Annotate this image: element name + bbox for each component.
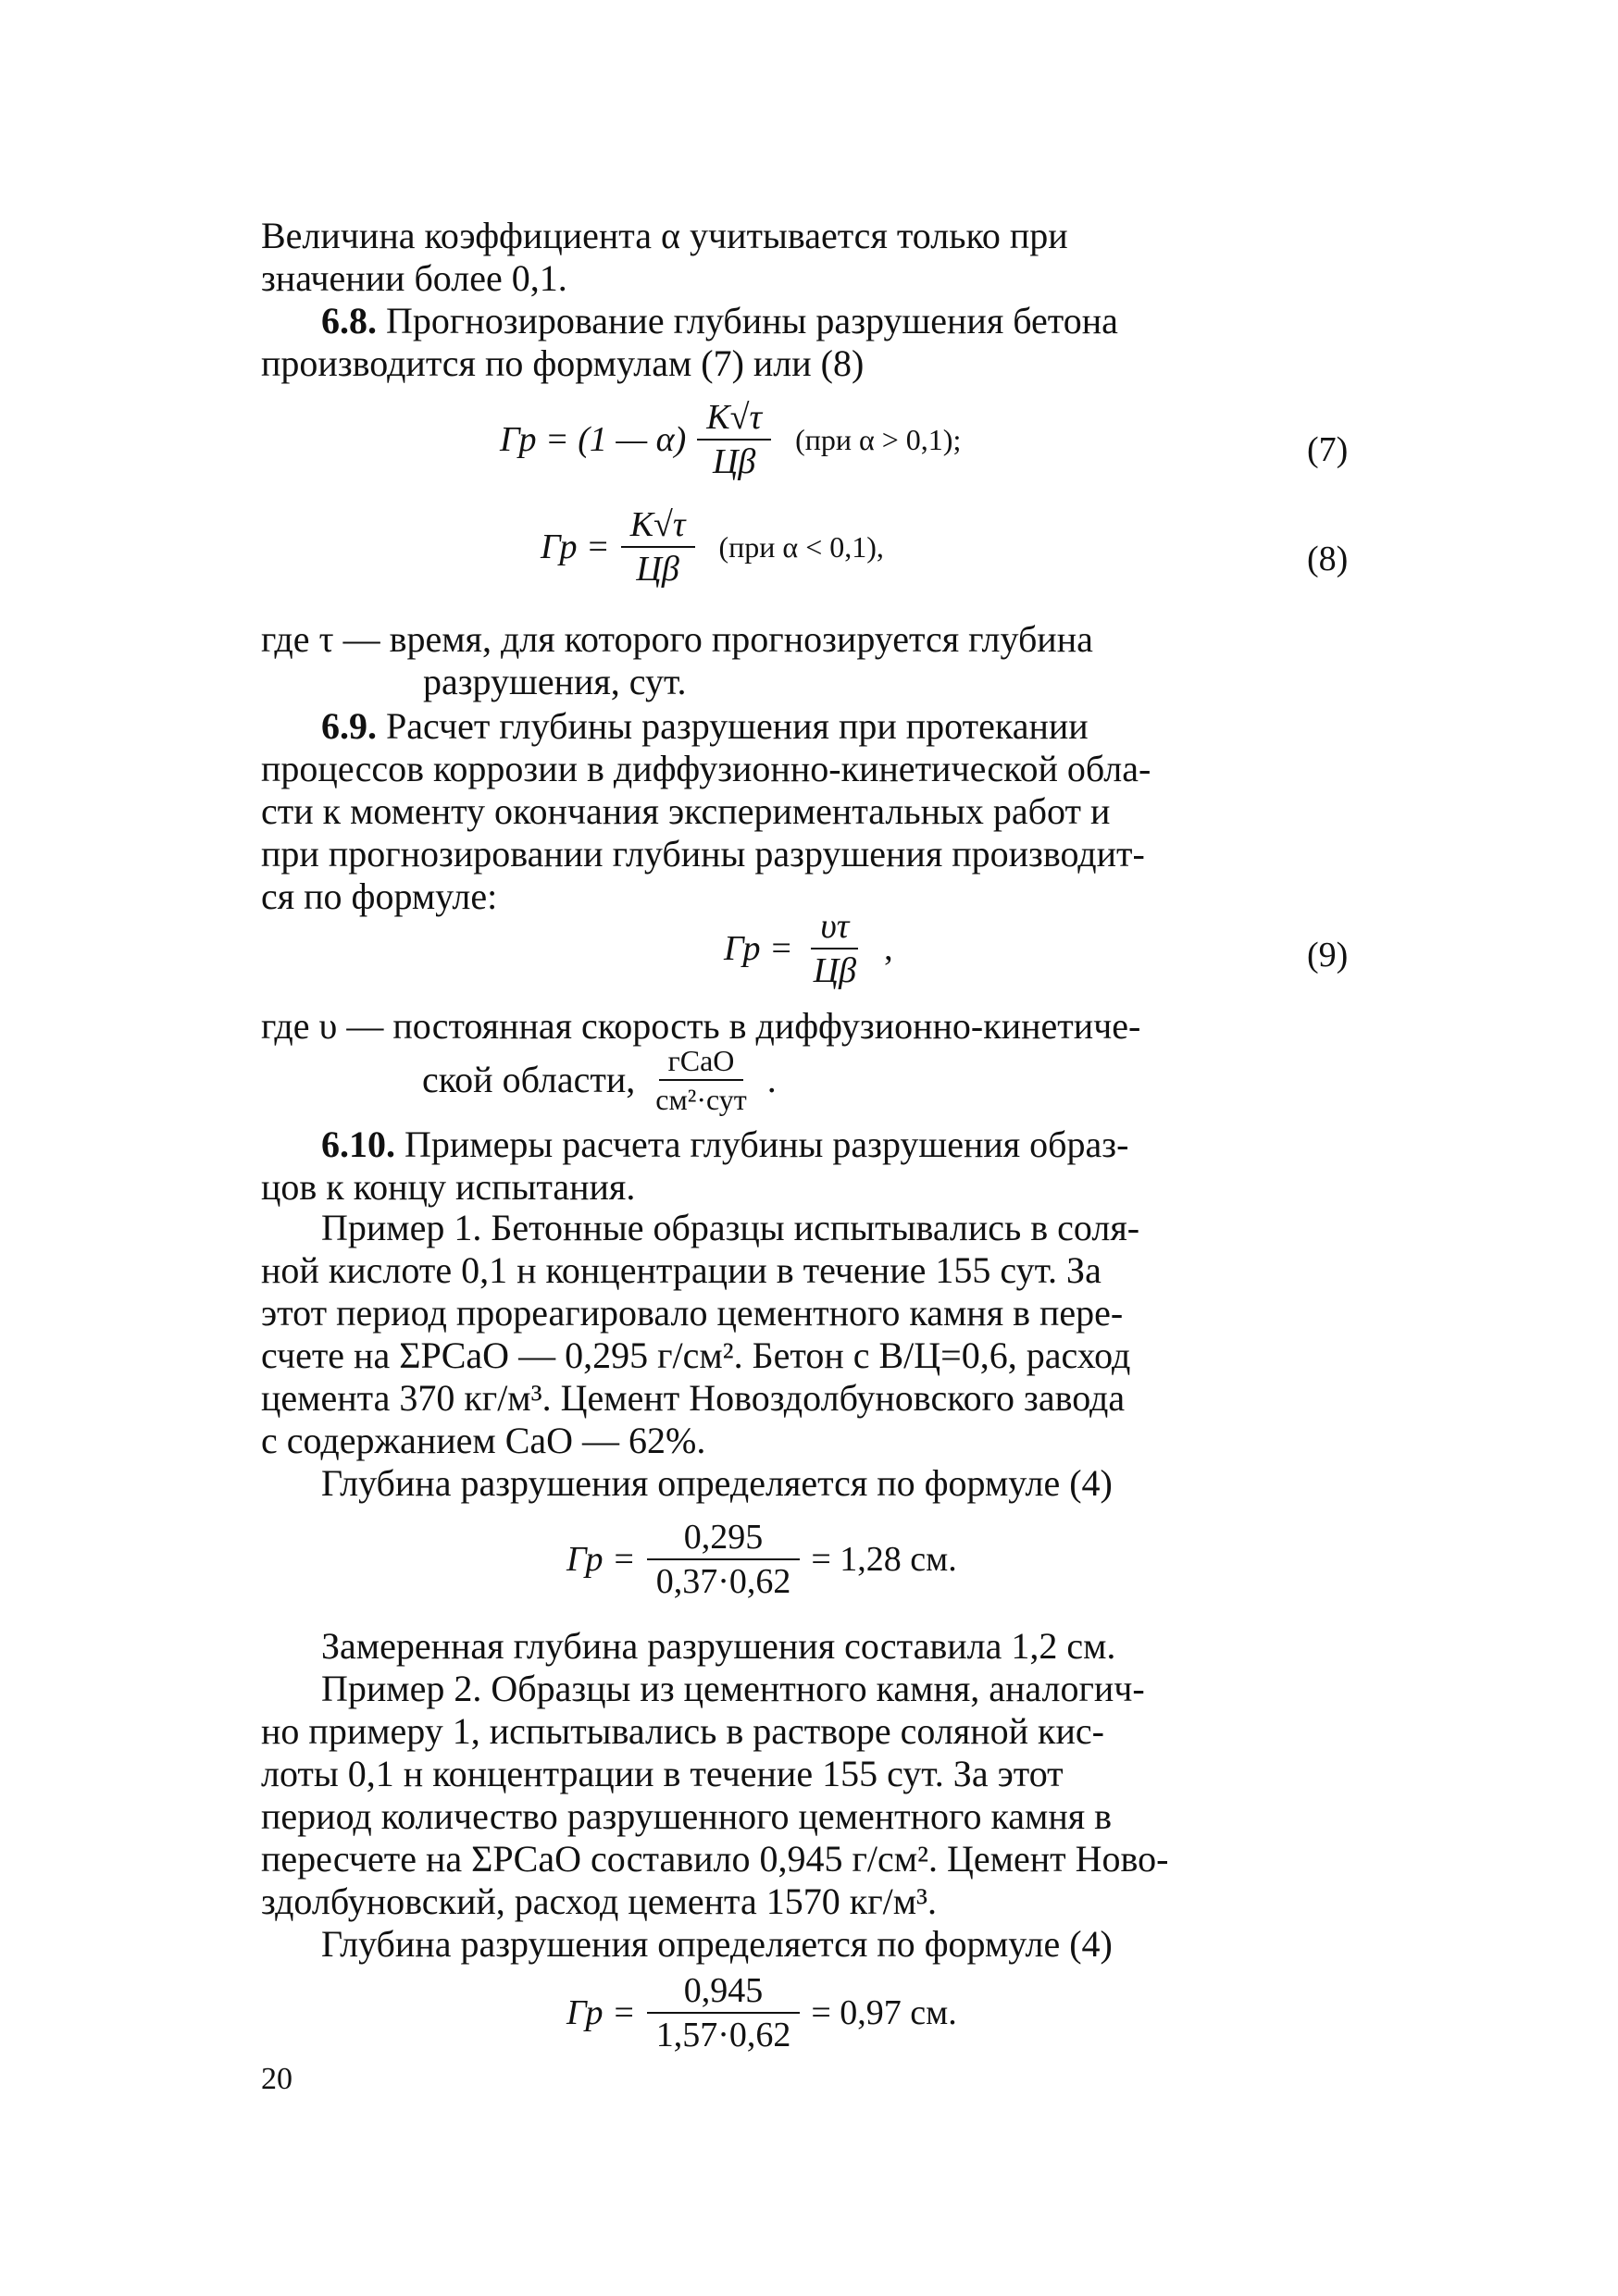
- text-line: ся по формуле:: [261, 875, 498, 917]
- text-line: лоты 0,1 н концентрации в течение 155 сут. За этот: [261, 1753, 1064, 1794]
- text-line: [261, 300, 1361, 342]
- example-1-formula: [566, 1520, 957, 1599]
- example-2: [261, 1668, 1361, 1966]
- text-line: пересчете на ΣPCaO составило 0,945 г/см². Цемент Ново-: [261, 1838, 1169, 1880]
- text-line: [261, 705, 1361, 748]
- text-line: этот период прореагировало цементного камня в пере-: [261, 1292, 1124, 1334]
- text-line: Величина коэффициента α учитывается только при: [261, 215, 1068, 256]
- equation-number-9: (9): [1307, 936, 1349, 974]
- definition-v: [261, 1005, 1361, 1048]
- numerator: υτ: [811, 909, 858, 949]
- section-6-10: [261, 1123, 1361, 1209]
- fraction: [647, 1973, 801, 2053]
- numerator: 0,945: [647, 1973, 801, 2014]
- text-line: ной кислоте 0,1 н концентрации в течение 155 сут. За: [261, 1249, 1101, 1291]
- text-line: значении более 0,1.: [261, 257, 567, 299]
- text-line: цемента 370 кг/м³. Цемент Новоздолбуновского завода: [261, 1377, 1126, 1419]
- fraction: [647, 1520, 801, 1599]
- unit-fraction: [646, 1046, 755, 1114]
- formula-8: [541, 507, 884, 587]
- formula-lhs: Гр = (1 — α): [500, 420, 687, 459]
- section-number: 6.8.: [321, 300, 377, 341]
- denominator: 1,57·0,62: [655, 2016, 791, 2054]
- definition-tau: [261, 618, 1361, 703]
- text-line: где υ — постоянная скорость в диффузионно-кинетиче-: [261, 1005, 1141, 1047]
- formula-lhs: Гр =: [566, 1993, 636, 2032]
- text-line: с содержанием CaO — 62%.: [261, 1420, 706, 1461]
- text-line: при прогнозировании глубины разрушения производит-: [261, 833, 1145, 875]
- example-2-formula: [566, 1973, 957, 2053]
- definition-v-unit: [422, 1046, 777, 1114]
- numerator: K√τ: [621, 507, 695, 548]
- section-6-9: [261, 705, 1361, 918]
- text-line: Глубина разрушения определяется по формуле (4): [321, 1462, 1113, 1504]
- text-line: счете на ΣPCaO — 0,295 г/см². Бетон с В/Ц=0,6, расход: [261, 1334, 1131, 1376]
- example-1: [261, 1207, 1361, 1505]
- equation-number-7: (7): [1307, 430, 1349, 469]
- fraction: [804, 909, 865, 988]
- formula-tail: ,: [884, 929, 893, 968]
- denominator: Цβ: [813, 951, 857, 990]
- section-number: 6.9.: [321, 705, 377, 747]
- text-line: сти к моменту окончания экспериментальных работ и: [261, 790, 1111, 832]
- formula-7: [500, 400, 961, 479]
- equation-number-8: (8): [1307, 540, 1349, 578]
- denominator: Цβ: [712, 442, 756, 481]
- section-text: Расчет глубины разрушения при протекании: [386, 705, 1089, 747]
- text-line: Глубина разрушения определяется по формуле (4): [321, 1923, 1113, 1965]
- text-line: процессов коррозии в диффузионно-кинетической обла-: [261, 748, 1151, 789]
- page-number: 20: [261, 2062, 292, 2096]
- section-text: Примеры расчета глубины разрушения образ-: [404, 1123, 1129, 1165]
- text-line: [261, 1123, 1361, 1166]
- denominator: 0,37·0,62: [655, 1562, 791, 1601]
- condition: (при α > 0,1);: [795, 423, 962, 456]
- formula-result: = 1,28 см.: [811, 1540, 957, 1579]
- numerator: 0,295: [647, 1520, 801, 1560]
- example-1-measured: [261, 1625, 1361, 1668]
- text-line: Замеренная глубина разрушения составила 1,2 см.: [321, 1625, 1116, 1667]
- text-line: Пример 2. Образцы из цементного камня, аналогич-: [321, 1668, 1145, 1709]
- denominator: Цβ: [636, 550, 679, 589]
- formula-result: = 0,97 см.: [811, 1993, 957, 2032]
- text-line: Пример 1. Бетонные образцы испытывались в соля-: [321, 1207, 1140, 1248]
- formula-lhs: Гр =: [541, 527, 610, 566]
- denominator: см²·сут: [655, 1083, 747, 1116]
- condition: (при α < 0,1),: [718, 530, 884, 564]
- section-text: Прогнозирование глубины разрушения бетона: [386, 300, 1118, 341]
- text-line: ской области,: [422, 1059, 636, 1100]
- text-line: здолбуновский, расход цемента 1570 кг/м³.: [261, 1880, 938, 1922]
- fraction: [621, 507, 695, 587]
- text-line: разрушения, сут.: [423, 661, 687, 702]
- section-6-8: [261, 300, 1361, 385]
- formula-lhs: Гр =: [724, 929, 793, 968]
- text-line: период количество разрушенного цементного камня в: [261, 1795, 1113, 1837]
- formula-9: [724, 909, 893, 988]
- formula-lhs: Гр =: [566, 1540, 636, 1579]
- numerator: гCaO: [659, 1046, 744, 1081]
- text-line: цов к концу испытания.: [261, 1166, 636, 1208]
- text-line: но примеру 1, испытывались в растворе соляной кис-: [261, 1710, 1104, 1752]
- text-line: производится по формулам (7) или (8): [261, 342, 865, 384]
- paragraph-alpha-note: [261, 215, 1361, 300]
- formula-tail: .: [766, 1059, 777, 1100]
- numerator: K√τ: [697, 400, 771, 441]
- section-number: 6.10.: [321, 1123, 395, 1165]
- text-line: где τ — время, для которого прогнозируется глубина: [261, 618, 1093, 660]
- fraction: [697, 400, 771, 479]
